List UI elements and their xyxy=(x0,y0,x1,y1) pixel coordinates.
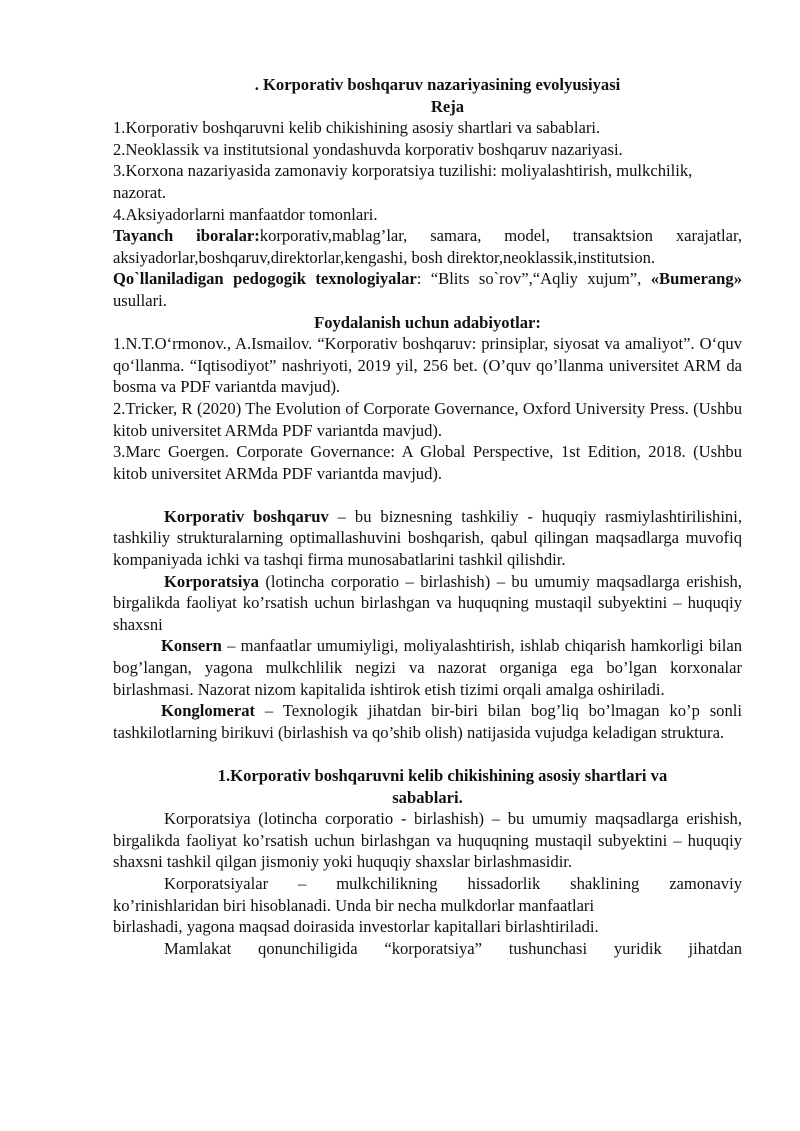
keywords-text: korporativ,mablag’lar, samara, model, transaktsion xarajatlar, aksiyadorlar,boshqaruv,direktorlar,kengashi, bosh direktor,neoklassik,institutsion. xyxy=(113,226,742,267)
definition-term: Korporatsiya xyxy=(164,571,259,591)
spacer xyxy=(113,484,742,506)
definition-konglomerat xyxy=(113,700,742,743)
plan-heading: Reja xyxy=(430,96,465,116)
definition-term: Konglomerat xyxy=(161,701,256,721)
reference-item: 1.N.T.O‘rmonov., A.Ismailov. “Korporativ boshqaruv: prinsiplar, siyosat va amaliyot”. O‘quv qo‘llanma. “Iqtisodiyot” nashriyoti, 2019 yil, 256 bet. (O’quv qo’llanma universitet ARM da bosma va PDF variantda mavjud). xyxy=(113,334,742,397)
technologies-paragraph xyxy=(113,268,742,311)
definition-text: – manfaatlar umumiyligi, moliyalashtirish, ishlab chiqarish hamkorligi bilan bog’langan, yagona mulkchlilik negizi va nazorat organiga ega bo’lgan korxonalar birlashmasi. Nazorat nizom kapitalida ishtirok etish tizimi orqali amalga oshiriladi. xyxy=(113,636,742,699)
spacer xyxy=(113,743,742,765)
section-title-continued: sabablari. xyxy=(392,787,463,807)
document-title: . Korporativ boshqaruv nazariyasining evolyusiyasi xyxy=(254,75,621,94)
section-title: 1.Korporativ boshqaruvni kelib chikishining asosiy shartlari va xyxy=(217,766,668,785)
references-heading: Foydalanish uchun adabiyotlar: xyxy=(314,312,541,332)
section-paragraph-line: Mamlakat qonunchiligida “korporatsiya” tushunchasi yuridik jihatdan xyxy=(164,938,742,958)
definition-term: Konsern xyxy=(161,636,222,656)
section-paragraph: Korporatsiya (lotincha corporatio - birlashish) – bu umumiy maqsadlarga erishish, birgalikda faoliyat ko’rsatish uchun birlashgan va huquqning mustaqil subyektini – huquqiy shaxsni tashkil qilgan jismoniy yoki huquqiy shaxslar birlashmasidir. xyxy=(113,809,742,872)
keywords-paragraph xyxy=(113,225,742,268)
section-paragraph-line: ko’rinishlaridan biri hisoblanadi. Unda bir necha mulkdorlar manfaatlari xyxy=(113,895,595,915)
page-content xyxy=(113,74,742,959)
plan-item: 1.Korporativ boshqaruvni kelib chikishining asosiy shartlari va sabablari. xyxy=(113,118,601,138)
technologies-text: : “Blits so`rov”,“Aqliy xujum”, xyxy=(416,269,651,289)
keywords-label: Tayanch iboralar: xyxy=(113,226,260,246)
plan-item: 3.Korxona nazariyasida zamonaviy korporatsiya tuzilishi: moliyalashtirish, mulkchilik, nazorat. xyxy=(113,161,693,202)
reference-item: 2.Tricker, R (2020) The Evolution of Corporate Governance, Oxford University Press. (Ushbu kitob universitet ARMda PDF variantda mavjud). xyxy=(113,398,742,440)
definition-text: – Texnologik jihatdan bir-biri bilan bog’liq bo’lmagan ko’p sonli tashkilotlarning birikuvi (birlashish va qo’shib olish) natijasida vujudga keladigan struktura. xyxy=(113,701,742,742)
plan-item: 4.Aksiyadorlarni manfaatdor tomonlari. xyxy=(113,204,378,224)
definition-korporativ-boshqaruv xyxy=(113,506,742,571)
definition-term: Korporativ boshqaruv xyxy=(164,506,329,526)
technologies-text-after: usullari. xyxy=(113,290,167,310)
plan-item: 2.Neoklassik va institutsional yondashuvda korporativ boshqaruv nazariyasi. xyxy=(113,139,623,159)
reference-item: 3.Marc Goergen. Corporate Governance: A Global Perspective, 1st Edition, 2018. (Ushbu kitob universitet ARMda PDF variantda mavjud). xyxy=(113,442,742,483)
section-paragraph-line: Korporatsiyalar – mulkchilikning hissadorlik shaklining zamonaviy xyxy=(164,873,742,893)
technologies-label: Qo`llaniladigan pedogogik texnologiyalar xyxy=(113,269,417,289)
definition-konsern xyxy=(113,635,742,700)
definition-text: (lotincha corporatio – birlashish) – bu umumiy maqsadlarga erishish, birgalikda faoliyat ko’rsatish uchun birlashgan va huquqning mustaqil subyektini – huquqiy shaxsni xyxy=(113,571,742,634)
technologies-bold-item: «Bumerang» xyxy=(650,269,742,289)
section-paragraph-line: birlashadi, yagona maqsad doirasida investorlar kapitallari birlashtiriladi. xyxy=(113,917,599,937)
definition-text: – bu biznesning tashkiliy - huquqiy rasmiylashtirilishini, tashkiliy strukturalarning optimallashuvini boshqarish, qabul qilingan maqsadlarga muvofiq kompaniyada ichki va tashqi firma munosabatlarini tashkil qilishdir. xyxy=(113,506,742,570)
definition-korporatsiya xyxy=(113,571,742,636)
